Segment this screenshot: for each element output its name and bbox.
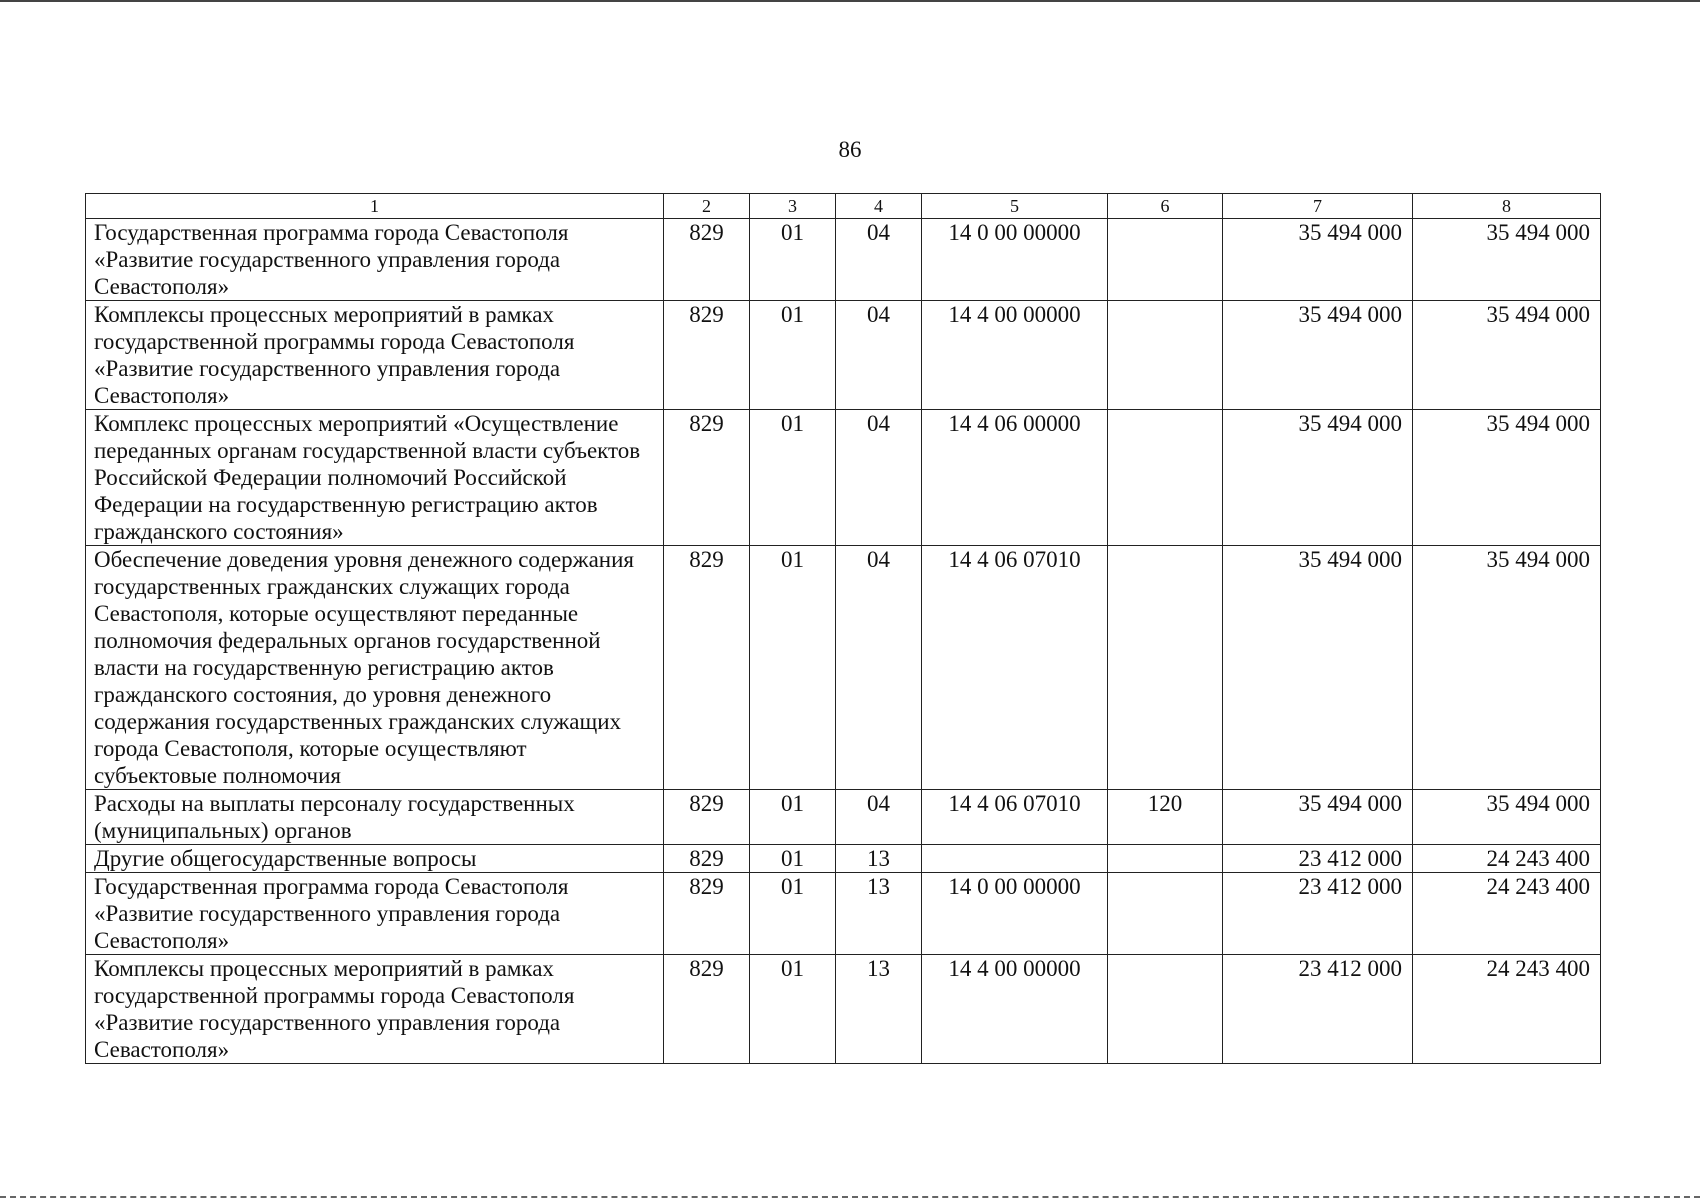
subsection-cell: 04 — [836, 410, 922, 546]
amount-year2-cell: 24 243 400 — [1413, 873, 1601, 955]
row-name-cell: Расходы на выплаты персоналу государственных (муниципальных) органов — [86, 790, 664, 845]
expense-type-cell — [1108, 546, 1223, 790]
subsection-cell: 13 — [836, 845, 922, 873]
amount-year2-cell: 35 494 000 — [1413, 219, 1601, 301]
expense-type-cell — [1108, 845, 1223, 873]
row-name-cell: Другие общегосударственные вопросы — [86, 845, 664, 873]
target-article-cell: 14 4 06 00000 — [922, 410, 1108, 546]
table-row — [86, 546, 1601, 790]
column-header: 1 — [86, 194, 664, 219]
amount-year1-cell: 35 494 000 — [1223, 301, 1413, 410]
table-row — [86, 219, 1601, 301]
amount-year1-cell: 35 494 000 — [1223, 219, 1413, 301]
amount-year2-cell: 35 494 000 — [1413, 410, 1601, 546]
target-article-cell: 14 0 00 00000 — [922, 219, 1108, 301]
subsection-cell: 13 — [836, 955, 922, 1064]
column-number-row — [86, 194, 1601, 219]
section-cell: 01 — [750, 845, 836, 873]
row-name-cell: Государственная программа города Севастополя «Развитие государственного управления города Севастополя» — [86, 219, 664, 301]
ministry-code-cell: 829 — [664, 410, 750, 546]
expense-type-cell — [1108, 301, 1223, 410]
row-name-cell: Комплекс процессных мероприятий «Осуществление переданных органам государственной власти субъектов Российской Федерации полномочий Российской Федерации на государственную регистрацию актов гражданского состояния» — [86, 410, 664, 546]
page-number: 86 — [838, 137, 862, 162]
subsection-cell: 13 — [836, 873, 922, 955]
target-article-cell: 14 4 00 00000 — [922, 955, 1108, 1064]
row-name-cell: Обеспечение доведения уровня денежного содержания государственных гражданских служащих города Севастополя, которые осуществляют переданные полномочия федеральных органов государственной власти на государственную регистрацию актов гражданского состояния, до уровня денежного содержания государственных гражданских служащих города Севастополя, которые осуществляют субъектовые полномочия — [86, 546, 664, 790]
amount-year1-cell: 23 412 000 — [1223, 873, 1413, 955]
column-header: 6 — [1108, 194, 1223, 219]
target-article-cell: 14 4 00 00000 — [922, 301, 1108, 410]
table-row — [86, 301, 1601, 410]
subsection-cell: 04 — [836, 790, 922, 845]
section-cell: 01 — [750, 410, 836, 546]
target-article-cell — [922, 845, 1108, 873]
ministry-code-cell: 829 — [664, 301, 750, 410]
amount-year2-cell: 24 243 400 — [1413, 845, 1601, 873]
row-name-cell: Комплексы процессных мероприятий в рамках государственной программы города Севастополя «Развитие государственного управления города Севастополя» — [86, 301, 664, 410]
amount-year2-cell: 35 494 000 — [1413, 301, 1601, 410]
row-name-cell: Государственная программа города Севастополя «Развитие государственного управления города Севастополя» — [86, 873, 664, 955]
amount-year1-cell: 23 412 000 — [1223, 845, 1413, 873]
amount-year1-cell: 23 412 000 — [1223, 955, 1413, 1064]
ministry-code-cell: 829 — [664, 546, 750, 790]
expense-type-cell — [1108, 219, 1223, 301]
column-header: 2 — [664, 194, 750, 219]
scan-top-edge — [0, 0, 1700, 2]
section-cell: 01 — [750, 955, 836, 1064]
section-cell: 01 — [750, 873, 836, 955]
section-cell: 01 — [750, 546, 836, 790]
section-cell: 01 — [750, 301, 836, 410]
subsection-cell: 04 — [836, 219, 922, 301]
column-header: 8 — [1413, 194, 1601, 219]
amount-year2-cell: 24 243 400 — [1413, 955, 1601, 1064]
expense-type-cell — [1108, 410, 1223, 546]
target-article-cell: 14 0 00 00000 — [922, 873, 1108, 955]
column-header: 3 — [750, 194, 836, 219]
section-cell: 01 — [750, 219, 836, 301]
ministry-code-cell: 829 — [664, 845, 750, 873]
table-row — [86, 955, 1601, 1064]
table-row — [86, 873, 1601, 955]
amount-year2-cell: 35 494 000 — [1413, 546, 1601, 790]
expense-type-cell — [1108, 955, 1223, 1064]
budget-table — [85, 193, 1601, 1064]
target-article-cell: 14 4 06 07010 — [922, 546, 1108, 790]
table-row — [86, 845, 1601, 873]
expense-type-cell: 120 — [1108, 790, 1223, 845]
amount-year1-cell: 35 494 000 — [1223, 790, 1413, 845]
section-cell: 01 — [750, 790, 836, 845]
amount-year2-cell: 35 494 000 — [1413, 790, 1601, 845]
expense-type-cell — [1108, 873, 1223, 955]
subsection-cell: 04 — [836, 301, 922, 410]
target-article-cell: 14 4 06 07010 — [922, 790, 1108, 845]
ministry-code-cell: 829 — [664, 219, 750, 301]
ministry-code-cell: 829 — [664, 873, 750, 955]
row-name-cell: Комплексы процессных мероприятий в рамках государственной программы города Севастополя «Развитие государственного управления города Севастополя» — [86, 955, 664, 1064]
column-header: 5 — [922, 194, 1108, 219]
ministry-code-cell: 829 — [664, 790, 750, 845]
subsection-cell: 04 — [836, 546, 922, 790]
table-row — [86, 410, 1601, 546]
amount-year1-cell: 35 494 000 — [1223, 410, 1413, 546]
table-row — [86, 790, 1601, 845]
scan-bottom-edge — [0, 1196, 1700, 1198]
amount-year1-cell: 35 494 000 — [1223, 546, 1413, 790]
column-header: 7 — [1223, 194, 1413, 219]
column-header: 4 — [836, 194, 922, 219]
ministry-code-cell: 829 — [664, 955, 750, 1064]
